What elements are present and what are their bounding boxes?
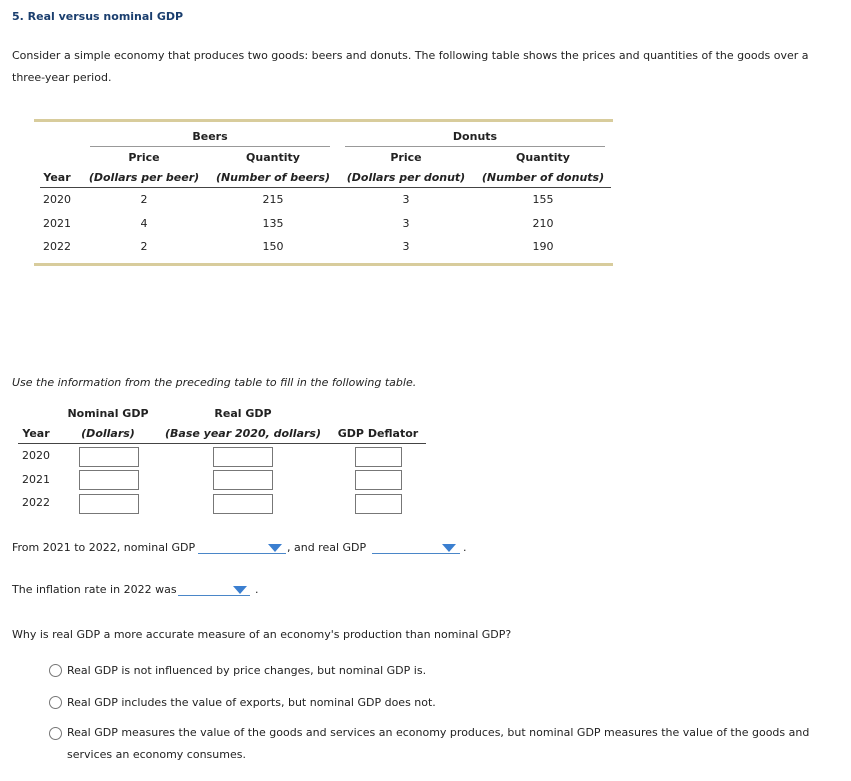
header-nominal-gdp-unit: (Dollars) — [81, 427, 135, 440]
table-cell-beer-price: 2 — [140, 193, 148, 206]
header-real-gdp: Real GDP — [214, 407, 272, 420]
table-cell-donut-price: 3 — [402, 240, 410, 253]
dropdown-arrow-icon — [233, 586, 247, 594]
nominal-gdp-change-dropdown[interactable] — [198, 540, 286, 555]
sentence-inflation-prefix: The inflation rate in 2022 was — [12, 583, 177, 596]
table-cell-beer-quantity: 215 — [262, 193, 284, 206]
table-cell-donut-price: 3 — [402, 193, 410, 206]
question-text: Why is real GDP a more accurate measure of an economy's production than nominal GDP? — [12, 628, 512, 641]
real-gdp-input-2021[interactable] — [213, 470, 273, 490]
table-cell-beer-price: 4 — [140, 217, 148, 230]
table-cell-donut-quantity: 155 — [532, 193, 554, 206]
real-gdp-change-dropdown[interactable] — [372, 540, 460, 555]
header-year: Year — [43, 171, 71, 184]
option-label[interactable]: Real GDP includes the value of exports, but nominal GDP does not. — [67, 696, 436, 709]
nominal-gdp-input-2021[interactable] — [79, 470, 139, 490]
header-nominal-gdp: Nominal GDP — [67, 407, 149, 420]
header-donut-quantity: Quantity — [516, 151, 570, 164]
group-beers: Beers — [192, 130, 228, 143]
gdp-deflator-input-2021[interactable] — [355, 470, 402, 490]
table-cell-year: 2021 — [43, 217, 71, 230]
dropdown-arrow-icon — [268, 544, 282, 552]
gdp-table-header-rule — [18, 443, 426, 444]
header-year: Year — [22, 427, 50, 440]
option-radio[interactable] — [49, 727, 62, 740]
table-cell-donut-quantity: 210 — [532, 217, 554, 230]
gdp-row-year: 2020 — [22, 449, 50, 462]
table-cell-donut-price: 3 — [402, 217, 410, 230]
option-radio[interactable] — [49, 664, 62, 677]
table-cell-beer-quantity: 150 — [262, 240, 284, 253]
header-donut-quantity-unit: (Number of donuts) — [481, 171, 605, 184]
beers-group-rule — [90, 146, 330, 147]
table-top-rule — [34, 119, 613, 122]
table-header-rule — [40, 187, 611, 188]
sentence-period: . — [255, 583, 259, 596]
gdp-deflator-input-2020[interactable] — [355, 447, 402, 467]
dropdown-underline — [198, 553, 286, 554]
real-gdp-input-2022[interactable] — [213, 494, 273, 514]
group-donuts: Donuts — [452, 130, 498, 143]
header-donut-price: Price — [390, 151, 422, 164]
table-cell-donut-quantity: 190 — [532, 240, 554, 253]
question-heading: 5. Real versus nominal GDP — [12, 10, 184, 23]
sentence-nominal-prefix: From 2021 to 2022, nominal GDP — [12, 541, 196, 554]
dropdown-underline — [178, 595, 250, 596]
header-donut-price-unit: (Dollars per donut) — [346, 171, 466, 184]
header-gdp-deflator: GDP Deflator — [337, 427, 419, 440]
gdp-row-year: 2021 — [22, 473, 50, 486]
instruction-text: Use the information from the preceding table to fill in the following table. — [12, 376, 417, 389]
table-bottom-rule — [34, 263, 613, 266]
option-radio[interactable] — [49, 696, 62, 709]
gdp-deflator-input-2022[interactable] — [355, 494, 402, 514]
option-label[interactable]: Real GDP is not influenced by price changes, but nominal GDP is. — [67, 664, 427, 677]
dropdown-arrow-icon — [442, 544, 456, 552]
option-label[interactable]: Real GDP measures the value of the goods and services an economy produces, but nominal GDP measures the value of the goods and services an economy consumes. — [67, 726, 810, 761]
header-beer-quantity: Quantity — [246, 151, 300, 164]
donuts-group-rule — [345, 146, 605, 147]
nominal-gdp-input-2020[interactable] — [79, 447, 139, 467]
gdp-row-year: 2022 — [22, 496, 50, 509]
header-real-gdp-unit: (Base year 2020, dollars) — [165, 427, 321, 440]
intro-text: Consider a simple economy that produces two goods: beers and donuts. The following table shows the prices and quantities of the goods over a three-year period. — [12, 49, 809, 84]
header-beer-price-unit: (Dollars per beer) — [88, 171, 200, 184]
table-cell-year: 2020 — [43, 193, 71, 206]
sentence-period: . — [463, 541, 467, 554]
real-gdp-input-2020[interactable] — [213, 447, 273, 467]
table-cell-year: 2022 — [43, 240, 71, 253]
inflation-rate-dropdown[interactable] — [178, 582, 250, 597]
table-cell-beer-quantity: 135 — [262, 217, 284, 230]
header-beer-quantity-unit: (Number of beers) — [215, 171, 331, 184]
nominal-gdp-input-2022[interactable] — [79, 494, 139, 514]
header-beer-price: Price — [128, 151, 160, 164]
table-cell-beer-price: 2 — [140, 240, 148, 253]
sentence-real-middle: , and real GDP — [287, 541, 367, 554]
dropdown-underline — [372, 553, 460, 554]
